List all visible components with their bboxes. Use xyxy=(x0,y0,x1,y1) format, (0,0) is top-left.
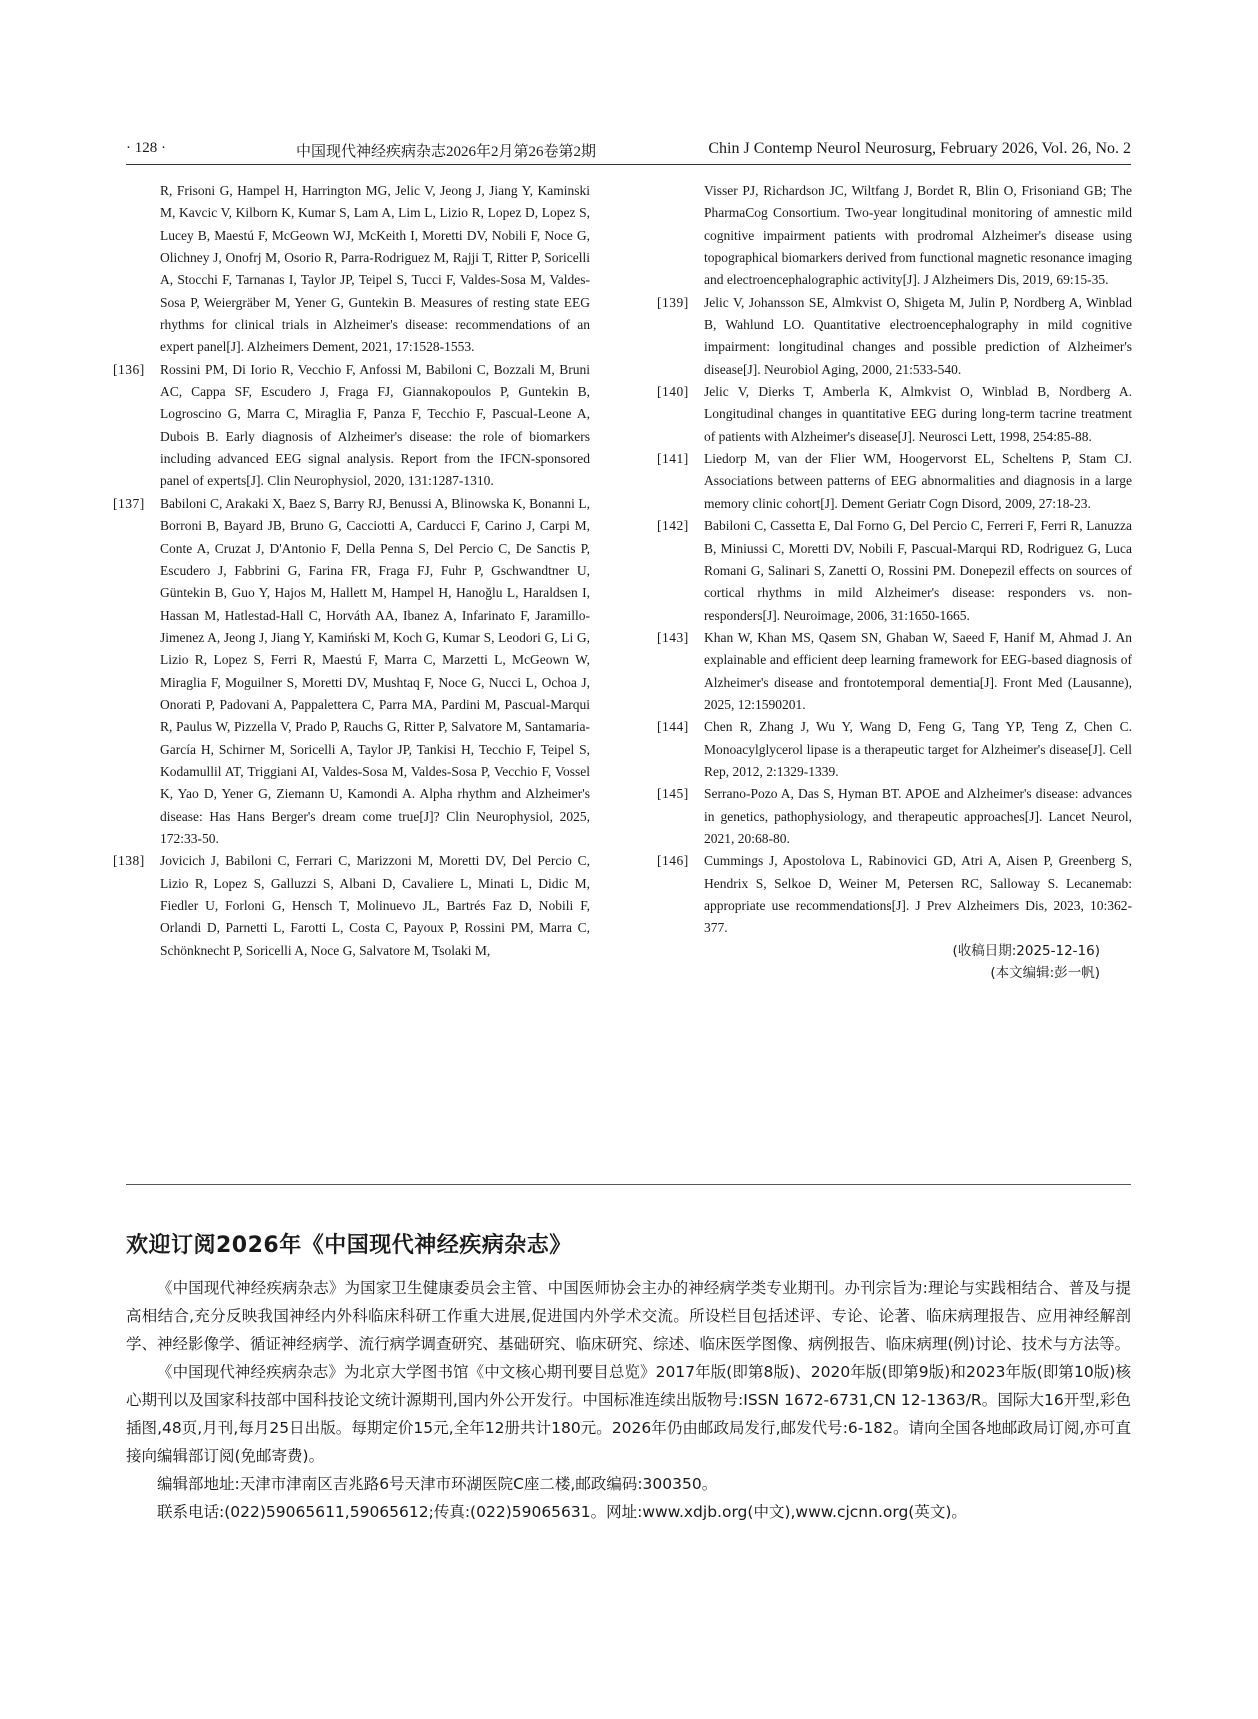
reference-text: Visser PJ, Richardson JC, Wiltfang J, Bordet R, Blin O, Frisoniand GB; The PharmaCog Consortium. Two-year longitudinal monitoring of amnestic mild cognitive impairment patients with prodromal Alzheimer's disease using topographical biomarkers derived from functional magnetic resonance imaging and electroencephalographic activity[J]. J Alzheimers Dis, 2019, 69:15-35. xyxy=(704,183,1132,288)
reference-text: Liedorp M, van der Flier WM, Hoogervorst EL, Scheltens P, Stam CJ. Associations between patterns of EEG abnormalities and diagnosis in a large memory clinic cohort[J]. Dement Geriatr Cogn Disord, 2009, 27:18-23. xyxy=(704,451,1132,511)
reference-item xyxy=(113,850,590,962)
reference-item xyxy=(113,359,590,493)
reference-item xyxy=(160,180,590,359)
reference-number: [141] xyxy=(657,451,689,467)
reference-item xyxy=(657,180,1132,292)
subscription-ad-body xyxy=(126,1274,1131,1526)
reference-item xyxy=(657,448,1132,515)
reference-text: Babiloni C, Arakaki X, Baez S, Barry RJ, Benussi A, Blinowska K, Bonanni L, Borroni B, Bayard JB, Bruno G, Cacciotti A, Carducci F, Carino J, Carpi M, Conte A, Cruzat J, D'Antonio F, Della Penna S, Del Percio C, De Sanctis P, Escudero J, Fabbrini G, Farina FR, Fraga FJ, Fuhr P, Gschwandtner U, Güntekin B, Guo Y, Hajos M, Hallett M, Hampel H, Hanoğlu L, Haraldsen I, Hassan M, Hatlestad-Hall C, Horváth AA, Ibanez A, Infarinato F, Jaramillo-Jimenez A, Jeong J, Jiang Y, Kamiński M, Koch G, Kumar S, Leodori G, Li G, Lizio R, Lopez S, Ferri R, Maestú F, Marra C, Marzetti L, McGeown W, Miraglia F, Moguilner S, Moretti DV, Mushtaq F, Noce G, Nucci L, Ochoa J, Onorati P, Padovani A, Pappalettera C, Parra MA, Pardini M, Pascual-Marqui R, Paulus W, Pizzella V, Prado P, Rauchs G, Ritter P, Salvatore M, Santamaria-García H, Schirner M, Soricelli A, Taylor JP, Tankisi H, Tecchio F, Teipel S, Kodamullil AT, Triggiani AI, Valdes-Sosa M, Valdes-Sosa P, Vecchio F, Vossel K, Yao D, Yener G, Ziemann U, Kamondi A. Alpha rhythm and Alzheimer's disease: Has Hans Berger's dream come true[J]? Clin Neurophysiol, 2025, 172:33-50. xyxy=(160,495,590,846)
reference-text: Jelic V, Dierks T, Amberla K, Almkvist O, Winblad B, Nordberg A. Longitudinal changes in quantitative EEG during long-term tacrine treatment of patients with Alzheimer's disease[J]. Neurosci Lett, 1998, 254:85-88. xyxy=(704,384,1132,444)
reference-item xyxy=(657,292,1132,381)
reference-number: [146] xyxy=(657,853,689,869)
reference-item xyxy=(657,381,1132,448)
reference-number: [144] xyxy=(657,719,689,735)
ad-paragraph: 《中国现代神经疾病杂志》为国家卫生健康委员会主管、中国医师协会主办的神经病学类专业期刊。办刊宗旨为:理论与实践相结合、普及与提高相结合,充分反映我国神经内外科临床科研工作重大进展,促进国内外学术交流。所设栏目包括述评、专论、论著、临床病理报告、应用神经解剖学、神经影像学、循证神经病学、流行病学调查研究、基础研究、临床研究、综述、临床医学图像、病例报告、临床病理(例)讨论、技术与方法等。 xyxy=(126,1279,1131,1353)
journal-title-chinese: 中国现代神经疾病杂志2026年2月第26卷第2期 xyxy=(296,144,597,160)
reference-item xyxy=(657,716,1132,783)
reference-item xyxy=(657,783,1132,850)
reference-number: [137] xyxy=(113,495,145,511)
page-number: · 128 · xyxy=(126,140,166,156)
reference-text: Jovicich J, Babiloni C, Ferrari C, Marizzoni M, Moretti DV, Del Percio C, Lizio R, Lopez S, Galluzzi S, Albani D, Cavaliere L, Minati L, Didic M, Fiedler U, Forloni G, Hensch T, Molinuevo JL, Bartrés Faz D, Nobili F, Orlandi D, Parnetti L, Farotti L, Costa C, Payoux P, Rossini PM, Marra C, Schönknecht P, Soricelli A, Noce G, Salvatore M, Tsolaki M, xyxy=(160,853,590,958)
reference-number: [140] xyxy=(657,384,689,400)
references-right-column xyxy=(657,180,1132,984)
section-divider xyxy=(126,1184,1131,1185)
reference-text: Jelic V, Johansson SE, Almkvist O, Shigeta M, Julin P, Nordberg A, Winblad B, Wahlund LO. Quantitative electroencephalography in mild cognitive impairment: longitudinal changes and possible prediction of Alzheimer's disease[J]. Neurobiol Aging, 2000, 21:533-540. xyxy=(704,294,1132,377)
reference-text: Chen R, Zhang J, Wu Y, Wang D, Feng G, Tang YP, Teng Z, Chen C. Monoacylglycerol lipase is a therapeutic target for Alzheimer's disease[J]. Cell Rep, 2012, 2:1329-1339. xyxy=(704,719,1132,779)
running-header xyxy=(126,134,1131,165)
reference-text: Cummings J, Apostolova L, Rabinovici GD, Atri A, Aisen P, Greenberg S, Hendrix S, Selkoe D, Weiner M, Petersen RC, Salloway S. Lecanemab: appropriate use recommendations[J]. J Prev Alzheimers Dis, 2023, 10:362-377. xyxy=(704,853,1132,936)
reference-item xyxy=(113,493,590,851)
received-date: (收稿日期:2025-12-16) xyxy=(952,942,1100,959)
reference-number: [138] xyxy=(113,853,145,869)
editor-credit: (本文编辑:彭一帆) xyxy=(990,964,1100,981)
reference-text: Serrano-Pozo A, Das S, Hyman BT. APOE and Alzheimer's disease: advances in genetics, pathophysiology, and therapeutic approaches[J]. Lancet Neurol, 2021, 20:68-80. xyxy=(704,786,1132,846)
subscription-ad-title: 欢迎订阅2026年《中国现代神经疾病杂志》 xyxy=(126,1233,572,1258)
reference-item xyxy=(657,850,1132,939)
reference-text: Rossini PM, Di Iorio R, Vecchio F, Anfossi M, Babiloni C, Bozzali M, Bruni AC, Cappa SF, Escudero J, Fraga FJ, Giannakopoulos P, Guntekin B, Logroscino G, Marra C, Miraglia F, Panza F, Tecchio F, Pascual-Leone A, Dubois B. Early diagnosis of Alzheimer's disease: the role of biomarkers including advanced EEG signal analysis. Report from the IFCN-sponsored panel of experts[J]. Clin Neurophysiol, 2020, 131:1287-1310. xyxy=(160,361,590,489)
references-left-column xyxy=(113,180,590,962)
reference-number: [145] xyxy=(657,786,689,802)
reference-item xyxy=(657,515,1132,627)
reference-item xyxy=(657,627,1132,716)
reference-text: Khan W, Khan MS, Qasem SN, Ghaban W, Saeed F, Hanif M, Ahmad J. An explainable and efficient deep learning framework for EEG-based diagnosis of Alzheimer's disease and frontotemporal dementia[J]. Front Med (Lausanne), 2025, 12:1590201. xyxy=(704,629,1132,712)
reference-text: Babiloni C, Cassetta E, Dal Forno G, Del Percio C, Ferreri F, Ferri R, Lanuzza B, Miniussi C, Moretti DV, Nobili F, Pascual-Marqui RD, Rodriguez G, Luca Romani G, Salinari S, Zanetti O, Rossini PM. Donepezil effects on sources of cortical rhythms in mild Alzheimer's disease: responders vs. non-responders[J]. Neuroimage, 2006, 31:1650-1665. xyxy=(704,518,1132,623)
ad-paragraph: 《中国现代神经疾病杂志》为北京大学图书馆《中文核心期刊要目总览》2017年版(即第8版)、2020年版(即第9版)和2023年版(即第10版)核心期刊以及国家科技部中国科技论文统计源期刊,国内外公开发行。中国标准连续出版物号:ISSN 1672-6731,CN 12-1363/R。国际大16开型,彩色插图,48页,月刊,每月25日出版。每期定价15元,全年12册共计180元。2026年仍由邮政局发行,邮发代号:6-182。请向全国各地邮政局订阅,亦可直接向编辑部订阅(免邮寄费)。 xyxy=(126,1363,1131,1465)
journal-title-english: Chin J Contemp Neurol Neurosurg, February 2026, Vol. 26, No. 2 xyxy=(708,140,1131,157)
ad-address: 编辑部地址:天津市津南区吉兆路6号天津市环湖医院C座二楼,邮政编码:300350。 xyxy=(157,1475,718,1493)
reference-number: [143] xyxy=(657,629,689,645)
reference-number: [139] xyxy=(657,294,689,310)
reference-text: R, Frisoni G, Hampel H, Harrington MG, Jelic V, Jeong J, Jiang Y, Kaminski M, Kavcic V, Kilborn K, Kumar S, Lam A, Lim L, Lizio R, Lopez D, Lopez S, Lucey B, Maestú F, McGeown WJ, McKeith I, Moretti DV, Nobili F, Noce G, Olichney J, Onofrj M, Osorio R, Parra-Rodriguez M, Rajji T, Ritter P, Soricelli A, Stocchi F, Tarnanas I, Taylor JP, Teipel S, Tucci F, Valdes-Sosa M, Valdes-Sosa P, Weiergräber M, Yener G, Guntekin B. Measures of resting state EEG rhythms for clinical trials in Alzheimer's disease: recommendations of an expert panel[J]. Alzheimers Dement, 2021, 17:1528-1553. xyxy=(160,183,590,355)
reference-number: [136] xyxy=(113,361,145,377)
ad-contact: 联系电话:(022)59065611,59065612;传真:(022)59065631。网址:www.xdjb.org(中文),www.cjcnn.org(英文)。 xyxy=(157,1503,967,1521)
reference-number: [142] xyxy=(657,518,689,534)
